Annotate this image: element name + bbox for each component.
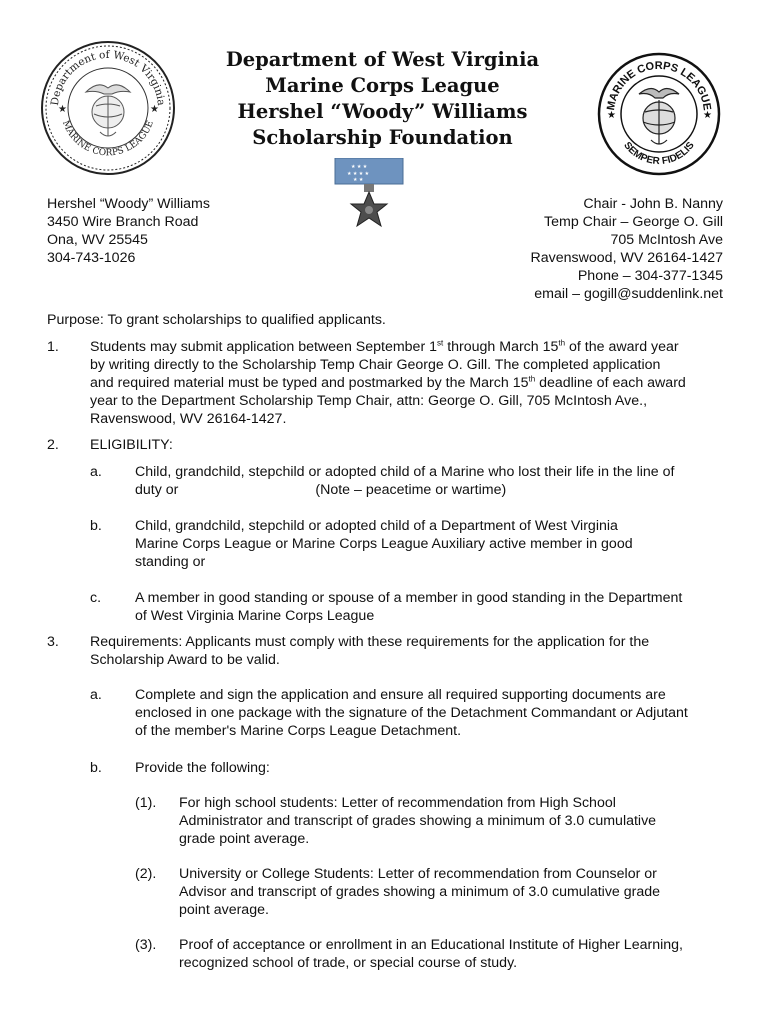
requirements-paragraph: Requirements: Applicants must comply with these requirements for the application for the Scholarship Award to be valid. (90, 634, 650, 668)
eligibility-a-text: Child, grandchild, stepchild or adopted child of a Marine who lost their life in the line of duty or (Note – peacetime or wartime) (135, 464, 675, 498)
sub-item-letter: c. (90, 590, 102, 606)
eligibility-c-text: A member in good standing or spouse of a member in good standing in the Department of West Virginia Marine Corps League (135, 590, 683, 624)
sub-item-letter: b. (90, 518, 102, 534)
sub-item-letter: a. (90, 464, 102, 480)
address-line: 3450 Wire Branch Road (47, 214, 199, 230)
svg-text:★: ★ (150, 104, 159, 115)
requirement-a-text: Complete and sign the application and ensure all required supporting documents are enclosed in one package with the signature of the Detachment Commandant or Adjutant of the member's Marine Corps League Detachment. (135, 687, 688, 739)
provide-following-heading: Provide the following: (135, 760, 270, 776)
item-number: 3. (47, 634, 59, 650)
phone-line: 304-743-1026 (47, 250, 136, 266)
application-period-paragraph: Students may submit application between September 1st through March 15th of the award year by writing directly to the Scholarship Temp Chair George O. Gill. The completed application and required material must be typed and postmarked by the March 15th deadline of each award year to the Department Scholarship Temp Chair, attn: George O. Gill, 705 McIntosh Ave., Ravenswood, WV 26164-1427. (90, 338, 686, 427)
college-requirement: University or College Students: Letter of recommendation from Counselor or Advisor and transcript of grades showing a minimum of 3.0 cumulative grade point average. (179, 866, 661, 918)
eligibility-heading: ELIGIBILITY: (90, 437, 173, 453)
title-line-4: Scholarship Foundation (252, 126, 513, 149)
enrollment-proof-requirement: Proof of acceptance or enrollment in an Educational Institute of Higher Learning, recognized school of trade, or special course of study. (179, 937, 683, 971)
email-line[interactable]: email – gogill@suddenlink.net (534, 286, 723, 302)
chair-contact-block (531, 195, 723, 303)
left-seal-bottom-text: MARINE CORPS LEAGUE (60, 119, 156, 159)
address-line: Hershel “Woody” Williams (47, 196, 210, 212)
sub-sub-item-number: (2). (135, 866, 157, 882)
eligibility-b-text: Child, grandchild, stepchild or adopted child of a Department of West Virginia Marine Corps League or Marine Corps League Auxiliary active member in good standing or (135, 518, 633, 570)
right-seal-bottom-text: SEMPER FIDELIS (621, 140, 697, 168)
svg-text:★ ★ ★ ★: ★ ★ ★ ★ (347, 171, 370, 177)
department-seal-left (40, 40, 176, 176)
title-line-1: Department of West Virginia (225, 48, 540, 71)
sub-sub-item-number: (1). (135, 795, 157, 811)
sub-item-letter: b. (90, 760, 102, 776)
sub-item-letter: a. (90, 687, 102, 703)
address-line: 705 McIntosh Ave (610, 232, 723, 248)
phone-line: Phone – 304-377-1345 (577, 268, 723, 284)
chair-line: Chair - John B. Nanny (583, 196, 723, 212)
high-school-requirement: For high school students: Letter of recommendation from High School Administrator and transcript of grades showing a minimum of 3.0 cumulative grade point average. (179, 795, 657, 847)
address-line: Ravenswood, WV 26164-1427 (530, 250, 723, 266)
medal-of-honor-image (331, 158, 407, 240)
svg-text:★: ★ (58, 104, 67, 115)
purpose-statement: Purpose: To grant scholarships to qualified applicants. (47, 312, 386, 328)
svg-text:★ ★: ★ ★ (353, 177, 364, 183)
temp-chair-line: Temp Chair – George O. Gill (544, 214, 723, 230)
item-number: 2. (47, 437, 59, 453)
svg-text:★ ★ ★: ★ ★ ★ (351, 164, 368, 170)
item-number: 1. (47, 339, 59, 355)
sender-address (47, 195, 210, 267)
svg-text:★: ★ (703, 110, 712, 121)
svg-text:★: ★ (607, 110, 616, 121)
right-seal-top-text: MARINE CORPS LEAGUE (605, 59, 713, 112)
marine-corps-league-seal (597, 52, 721, 176)
title-line-3: Hershel “Woody” Williams (237, 100, 528, 123)
document-title (200, 47, 565, 151)
address-line: Ona, WV 25545 (47, 232, 148, 248)
sub-sub-item-number: (3). (135, 937, 157, 953)
left-seal-top-text: Department of West Virginia (48, 49, 168, 107)
title-line-2: Marine Corps League (265, 74, 500, 97)
